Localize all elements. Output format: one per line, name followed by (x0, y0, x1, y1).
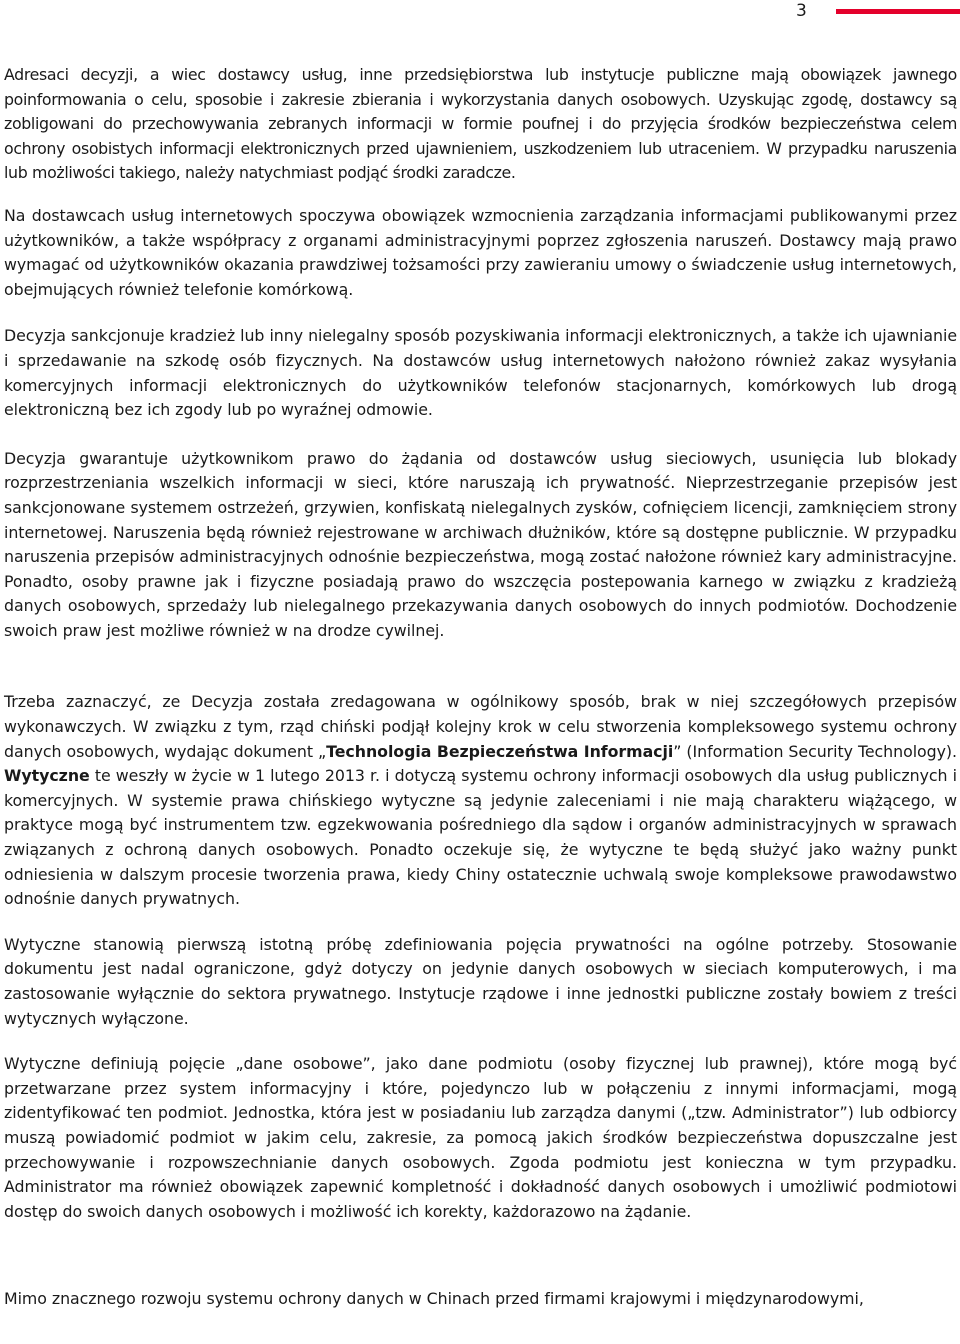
paragraph-5-text-before: Trzeba zaznaczyć, ze Decyzja została zredagowana w ogólnikowy sposób, brak w niej szczegółowych przepisów wykonawczych. W związku z tym, rząd chiński podjął kolejny krok w celu stworzenia kompleksowego systemu ochrony danych osobowych, wydając dokument „ (4, 692, 957, 761)
paragraph-4: Decyzja gwarantuje użytkownikom prawo do żądania od dostawców usług sieciowych, usunięcia lub blokady rozprzestrzeniania wszelkich informacji w sieci, które naruszają ich prywatność. Nieprzestrzeganie przepisów jest sankcjonowane systemem ostrzeżeń, grzywien, konfiskatą nielegalnych zysków, cofnięciem licencji, zamknięciem strony internetowej. Naruszenia będą również rejestrowane w archiwach dłużników, które są dostępne publicznie. W przypadku naruszenia przepisów administracyjnych odnośnie bezpieczeństwa, mogą zostać nałożone również kary administracyjne. Ponadto, osoby prawne jak i fizyczne posiadają prawo do wszczęcia postepowania karnego w związku z kradzieżą danych osobowych, sprzedaży lub nielegalnego przekazywania danych osobowych do innych podmiotów. Dochodzenie swoich praw jest możliwe również w na drodze cywilnej. (4, 448, 957, 640)
paragraph-7: Wytyczne definiują pojęcie „dane osobowe”, jako dane podmiotu (osoby fizycznej lub prawnej), które mogą być przetwarzane przez system informacyjny i które, pojedynczo lub w połączeniu z innymi informacjami, mogą zidentyfikować ten podmiot. Jednostka, która jest w posiadaniu lub zarządza danymi („tzw. Administrator”) lub odbiorcy muszą powiadomić podmiot w jakim celu, zakresie, za pomocą jakich środków bezpieczeństwa dopuszczalne jest przechowywanie i rozpowszechnianie danych osobowych. Zgoda podmiotu jest konieczna w tym przypadku. Administrator ma również obowiązek zapewnić kompletność i dokładność danych osobowych i umożliwić podmiotowi dostęp do swoich danych osobowych i możliwość ich korekty, każdorazowo na żądanie. (4, 1054, 957, 1221)
paragraph-5-text-after: te weszły w życie w 1 lutego 2013 r. i dotyczą systemu ochrony informacji osobowych dla usług publicznych i komercyjnych. W systemie prawa chińskiego wytyczne są jedynie zaleceniami i nie mają charakteru wiążącego, w praktyce mogą być instrumentem tzw. egzekwowania pośredniego dla sądow i organów administracyjnych w sprawach związanych z ochroną danych osobowych. Ponadto oczekuje się, że wytyczne te będą służyć jako ważny punkt odniesienia w dalszym procesie tworzenia prawa, kiedy Chiny ostatecznie uchwalą swoje kompleksowe prawodawstwo odnośnie danych prywatnych. (4, 766, 957, 909)
paragraph-5 (4, 690, 957, 911)
paragraph-8: Mimo znacznego rozwoju systemu ochrony danych w Chinach przed firmami krajowymi i międzynarodowymi, (4, 1289, 864, 1309)
paragraph-5-text-middle: ” (Information Security Technology). (673, 741, 958, 761)
paragraph-6: Wytyczne stanowią pierwszą istotną próbę zdefiniowania pojęcia prywatności na ogólne potrzeby. Stosowanie dokumentu jest nadal ograniczone, gdyż dotyczy on jedynie danych osobowych w sieciach komputerowych, i ma zastosowanie wyłącznie do sektora prywatnego. Instytucje rządowe i inne jednostki publiczne zostały bowiem z treści wytycznych wyłączone. (4, 934, 957, 1028)
document-body (4, 63, 957, 1312)
paragraph-2: Na dostawcach usług internetowych spoczywa obowiązek wzmocnienia zarządzania informacjami publikowanymi przez użytkowników, a także współpracy z organami administracyjnymi poprzez zgłoszenia naruszeń. Dostawcy mają prawo wymagać od użytkowników okazania prawdziwej tożsamości przy zawieraniu umowy o świadczenie usług internetowych, obejmujących również telefonie komórkową. (4, 205, 957, 299)
page-number: 3 (796, 1, 807, 21)
header-accent-bar (836, 9, 960, 14)
paragraph-3: Decyzja sankcjonuje kradzież lub inny nielegalny sposób pozyskiwania informacji elektronicznych, a także ich ujawnianie i sprzedawanie na szkodę osób fizycznych. Na dostawców usług internetowych nałożono również zakaz wysyłania komercyjnych informacji elektronicznych do użytkowników telefonów stacjonarnych, komórkowych lub drogą elektroniczną bez ich zgody lub po wyraźnej odmowie. (4, 326, 957, 420)
document-title-bold: Technologia Bezpieczeństwa Informacji (326, 741, 674, 761)
paragraph-1: Adresaci decyzji, a wiec dostawcy usług, inne przedsiębiorstwa lub instytucje publiczne mają obowiązek jawnego poinformowania o celu, sposobie i zakresie zbierania i wykorzystania danych osobowych. Uzyskując zgodę, dostawcy są zobligowani do przechowywania zebranych informacji w formie poufnej i do przyjęcia środków bezpieczeństwa celem ochrony osobistych informacji elektronicznych przed ujawnieniem, uszkodzeniem lub utraceniem. W przypadku naruszenia lub możliwości takiego, należy natychmiast podjąć środki zaradcze. (4, 65, 957, 183)
guidelines-bold: Wytyczne (4, 766, 90, 786)
